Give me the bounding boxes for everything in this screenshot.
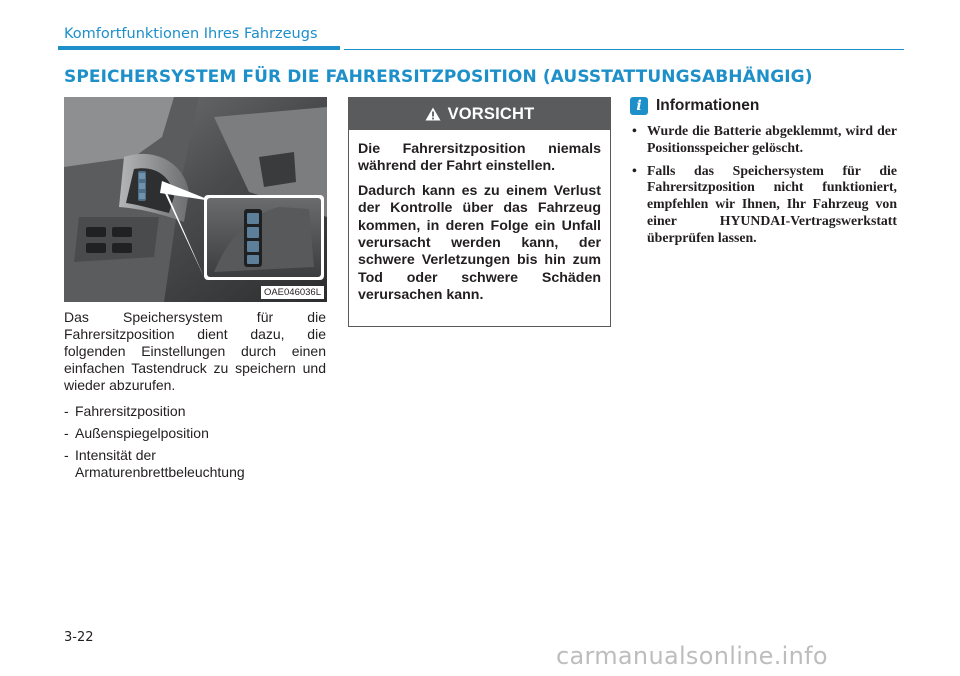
page-heading: SPEICHERSYSTEM FÜR DIE FAHRERSITZPOSITION (AUSSTATTUNGSABHÄNGIG) [64,67,813,87]
figure-code: OAE046036L [261,286,324,299]
info-list-item [630,163,897,247]
caution-body [349,130,610,305]
header-rule-thin [344,49,904,50]
bullet: • [632,123,637,138]
door-panel-figure [64,97,327,302]
header-rule-thick [58,46,340,50]
door-panel-memory-buttons-photo [64,97,327,302]
info-item-text: Wurde die Batterie abgeklemmt, wird der Positionsspeicher gelöscht. [647,123,897,155]
settings-list [64,403,326,481]
intro-paragraph: Das Speichersystem für die Fahrersitzposition dient dazu, die folgenden Einstellungen durch einen einfachen Tastendruck zu speichern und wieder abzurufen. [64,309,326,393]
caution-title: VORSICHT [447,104,535,123]
warning-triangle-icon [425,107,441,121]
dash-bullet: - [64,403,69,419]
info-list [630,123,897,247]
list-item-text: Intensität der Armaturenbrettbeleuchtung [75,447,245,480]
info-title-row [630,97,897,115]
body-column [64,309,326,486]
list-item [64,447,326,481]
dash-bullet: - [64,447,69,463]
list-item-text: Außenspiegelposition [75,425,209,441]
caution-box [348,97,611,327]
list-item [64,403,326,420]
info-list-item [630,123,897,157]
caution-paragraph: Die Fahrersitzposition niemals während der Fahrt einstellen. [358,141,601,175]
bullet: • [632,162,637,178]
info-item-text: Falls das Speichersystem für die Fahrersitzposition nicht funktioniert, empfehlen wir Ihnen, Ihr Fahrzeug von einer HYUNDAI-Vertragswerkstatt überprüfen lassen. [647,162,897,245]
list-item-text: Fahrersitzposition [75,403,186,419]
caution-header [349,98,610,130]
dash-bullet: - [64,425,69,441]
watermark: carmanualsonline.info [556,642,828,670]
info-title: Informationen [656,97,760,114]
caution-paragraph: Dadurch kann es zu einem Verlust der Kontrolle über das Fahrzeug kommen, in deren Folge ein Unfall verursacht werden kann, der schwere Verletzungen bis hin zum Tod oder schwere Schäden verursachen kann. [358,182,601,304]
info-icon: i [630,97,648,115]
page-number: 3-22 [64,630,94,645]
info-block [630,97,897,253]
list-item [64,425,326,442]
section-header: Komfortfunktionen Ihres Fahrzeugs [64,26,318,42]
